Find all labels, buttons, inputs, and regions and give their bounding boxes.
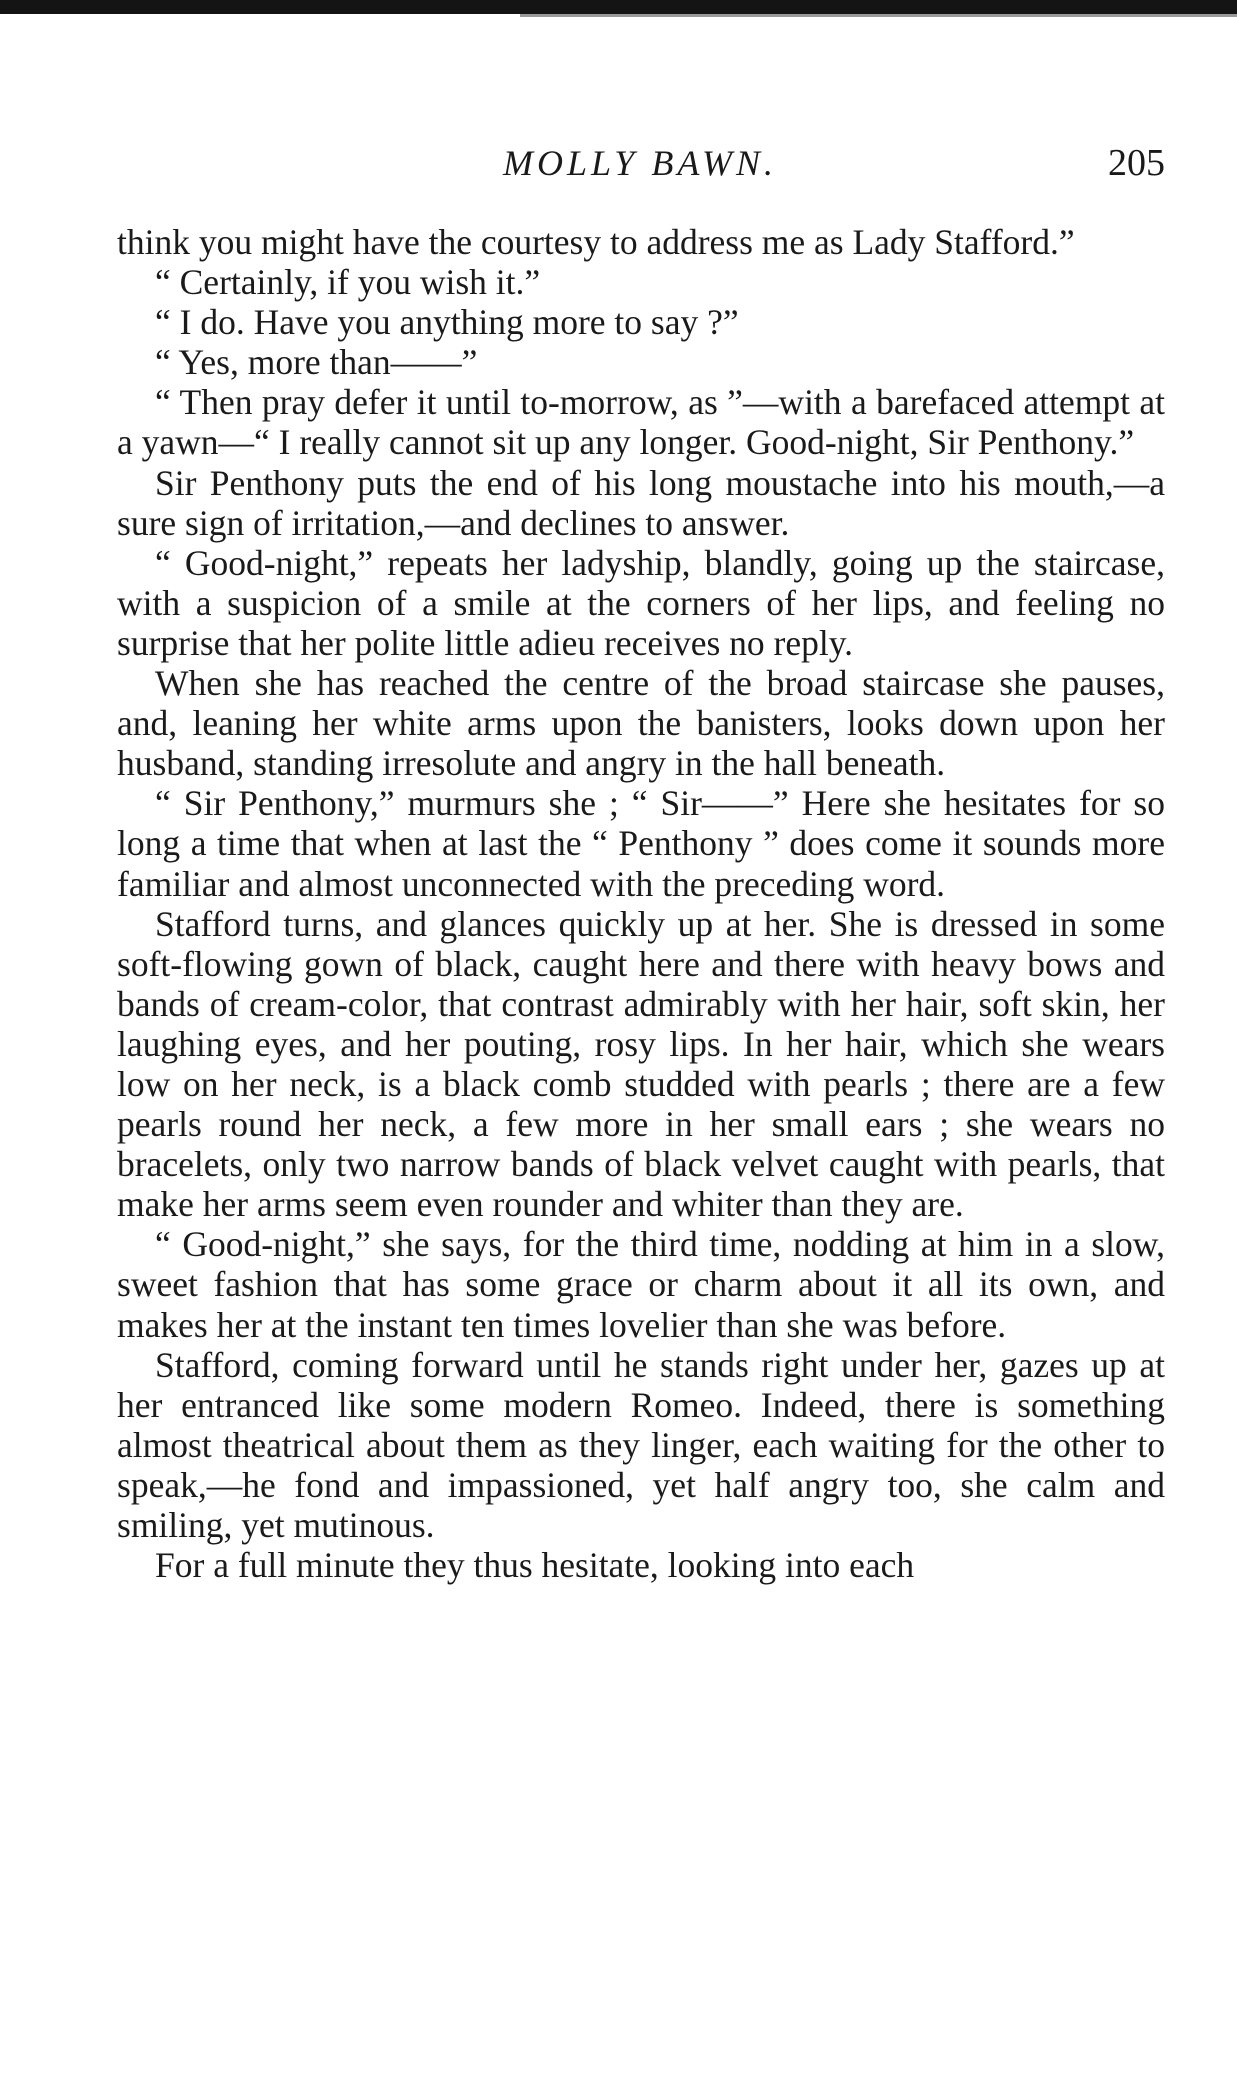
paragraph: Stafford turns, and glances quickly up at her. She is dressed in some soft-flowing gown of black, caught here and there with heavy bows and bands of cream-color, that contrast admirably with her hair, soft skin, her laughing eyes, and her pouting, rosy lips. In her hair, which she wears low on her neck, is a black comb studded with pearls ; there are a few pearls round her neck, a few more in her small ears ; she wears no bracelets, only two narrow bands of black velvet caught with pearls, that make her arms seem even rounder and whiter than they are. bbox=[117, 903, 1165, 1225]
paragraph: When she has reached the centre of the broad staircase she pauses, and, leaning her white arms upon the banisters, looks down upon her husband, standing irresolute and angry in the hall beneath. bbox=[117, 663, 1165, 784]
paragraph: think you might have the courtesy to address me as Lady Stafford.” bbox=[117, 222, 1075, 262]
top-border-thin-rule bbox=[520, 14, 1237, 17]
paragraph: For a full minute they thus hesitate, looking into each bbox=[155, 1545, 915, 1586]
paragraph: “ Then pray defer it until to-morrow, as ”—with a barefaced attempt at a yawn—“ I really cannot sit up any longer. Good-night, Sir Penthony.” bbox=[117, 382, 1165, 463]
running-head: MOLLY BAWN. bbox=[503, 143, 777, 183]
page-header bbox=[115, 138, 1165, 188]
paragraph: “ Yes, more than——” bbox=[155, 342, 478, 383]
paragraph: “ I do. Have you anything more to say ?” bbox=[155, 302, 739, 343]
paragraph: “ Certainly, if you wish it.” bbox=[155, 262, 541, 303]
page-number: 205 bbox=[1108, 142, 1165, 184]
paragraph: “ Good-night,” repeats her ladyship, blandly, going up the staircase, with a suspicion of a smile at the corners of her lips, and feeling no surprise that her polite little adieu receives no reply. bbox=[117, 542, 1165, 663]
paragraph: Sir Penthony puts the end of his long moustache into his mouth,—a sure sign of irritation,—and declines to answer. bbox=[117, 462, 1165, 543]
paragraph: Stafford, coming forward until he stands right under her, gazes up at her entranced like some modern Romeo. Indeed, there is something almost theatrical about them as they linger, each waiting for the other to speak,—he fond and impassioned, yet half angry too, she calm and smiling, yet mutinous. bbox=[117, 1344, 1165, 1545]
paragraph: “ Good-night,” she says, for the third time, nodding at him in a slow, sweet fashion that has some grace or charm about it all its own, and makes her at the instant ten times lovelier than she was before. bbox=[117, 1224, 1165, 1345]
top-border-rule bbox=[0, 0, 1237, 14]
paragraph: “ Sir Penthony,” murmurs she ; “ Sir——” Here she hesitates for so long a time that when at last the “ Penthony ” does come it sounds more familiar and almost unconnected with the preceding word. bbox=[117, 783, 1165, 904]
body-text bbox=[117, 222, 1165, 1585]
